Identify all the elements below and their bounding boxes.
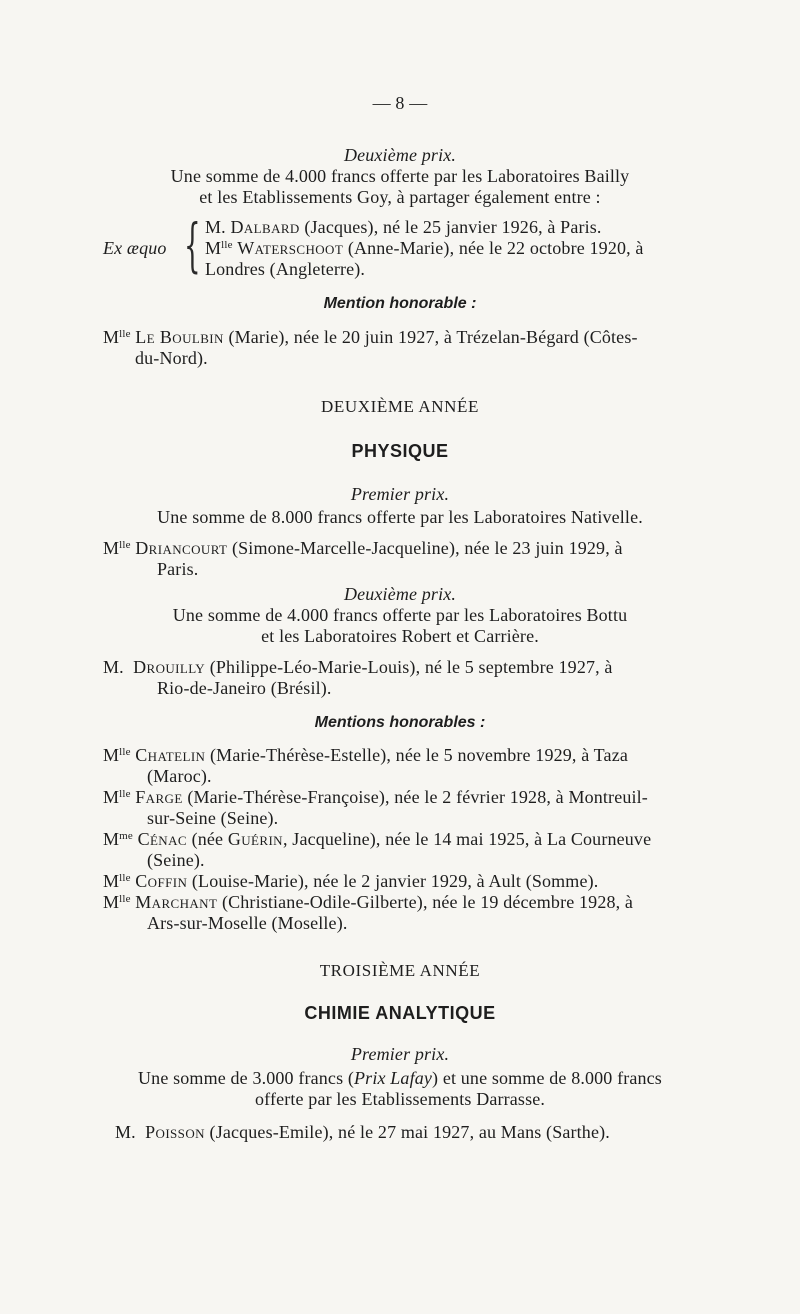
- winner-entry: M. Dalbard (Jacques), né le 25 janvier 1926, à Paris.: [205, 217, 602, 237]
- mention-entry-continuation: du-Nord).: [135, 348, 208, 368]
- prize-description: et les Etablissements Goy, à partager également entre :: [199, 187, 601, 207]
- mention-entry-continuation: Ars-sur-Moselle (Moselle).: [147, 913, 348, 933]
- winner-entry: M. Poisson (Jacques-Emile), né le 27 mai 1927, au Mans (Sarthe).: [115, 1122, 610, 1142]
- mentions-heading: Mentions honorables :: [314, 714, 486, 731]
- winner-entry-continuation: Rio-de-Janeiro (Brésil).: [157, 678, 332, 698]
- prize-description: Une somme de 4.000 francs offerte par les Laboratoires Bailly: [170, 166, 630, 186]
- prize-heading: Premier prix.: [350, 484, 450, 504]
- mention-entry: $M^{me}$ Cénac (née Guérin, Jacqueline), née le 14 mai 1925, à La Courneuve: [103, 829, 652, 849]
- mention-entry-continuation: sur-Seine (Seine).: [147, 808, 279, 828]
- prize-heading: Deuxième prix.: [343, 584, 457, 604]
- mention-entry-continuation: (Maroc).: [147, 766, 212, 786]
- winner-entry-continuation: Londres (Angleterre).: [205, 259, 366, 279]
- page-number: — 8 —: [372, 93, 428, 113]
- mention-entry: $M^{lle}$ Chatelin (Marie-Thérèse-Estelle), née le 5 novembre 1929, à Taza: [103, 745, 628, 765]
- mention-entry: $M^{lle}$ Coffin (Louise-Marie), née le 2 janvier 1929, à Ault (Somme).: [103, 871, 599, 891]
- ex-aequo-label: Ex æquo: [103, 238, 167, 258]
- winner-entry-continuation: Paris.: [157, 559, 199, 579]
- subject-heading: PHYSIQUE: [351, 441, 449, 461]
- mention-heading: Mention honorable :: [323, 295, 477, 312]
- year-heading: DEUXIÈME ANNÉE: [320, 397, 480, 416]
- mention-entry-continuation: (Seine).: [147, 850, 205, 870]
- prize-description: Une somme de 3.000 francs (Prix Lafay) et une somme de 8.000 francs: [138, 1068, 662, 1088]
- year-heading: TROISIÈME ANNÉE: [319, 961, 481, 980]
- prize-description: Une somme de 4.000 francs offerte par les Laboratoires Bottu: [172, 605, 628, 625]
- mention-entry: $M^{lle}$ Farge (Marie-Thérèse-Françoise), née le 2 février 1928, à Montreuil-: [103, 787, 648, 807]
- subject-heading: CHIMIE ANALYTIQUE: [304, 1003, 496, 1023]
- prize-description: offerte par les Etablissements Darrasse.: [254, 1089, 546, 1109]
- prize-heading: Deuxième prix.: [343, 145, 457, 165]
- mention-entry: $M^{lle}$ Marchant (Christiane-Odile-Gilberte), née le 19 décembre 1928, à: [103, 892, 634, 912]
- prize-description: Une somme de 8.000 francs offerte par les Laboratoires Nativelle.: [157, 507, 643, 527]
- brace-icon: {: [184, 211, 201, 279]
- winner-entry: $M^{lle}$ Waterschoot (Anne-Marie), née le 22 octobre 1920, à: [205, 238, 644, 258]
- winner-entry: M. Drouilly (Philippe-Léo-Marie-Louis), né le 5 septembre 1927, à: [103, 657, 613, 677]
- winner-entry: $M^{lle}$ Driancourt (Simone-Marcelle-Jacqueline), née le 23 juin 1929, à: [103, 538, 623, 558]
- prize-heading: Premier prix.: [350, 1044, 450, 1064]
- prize-description: et les Laboratoires Robert et Carrière.: [261, 626, 539, 646]
- mention-entry: $M^{lle}$ Le Boulbin (Marie), née le 20 juin 1927, à Trézelan-Bégard (Côtes-: [103, 327, 638, 347]
